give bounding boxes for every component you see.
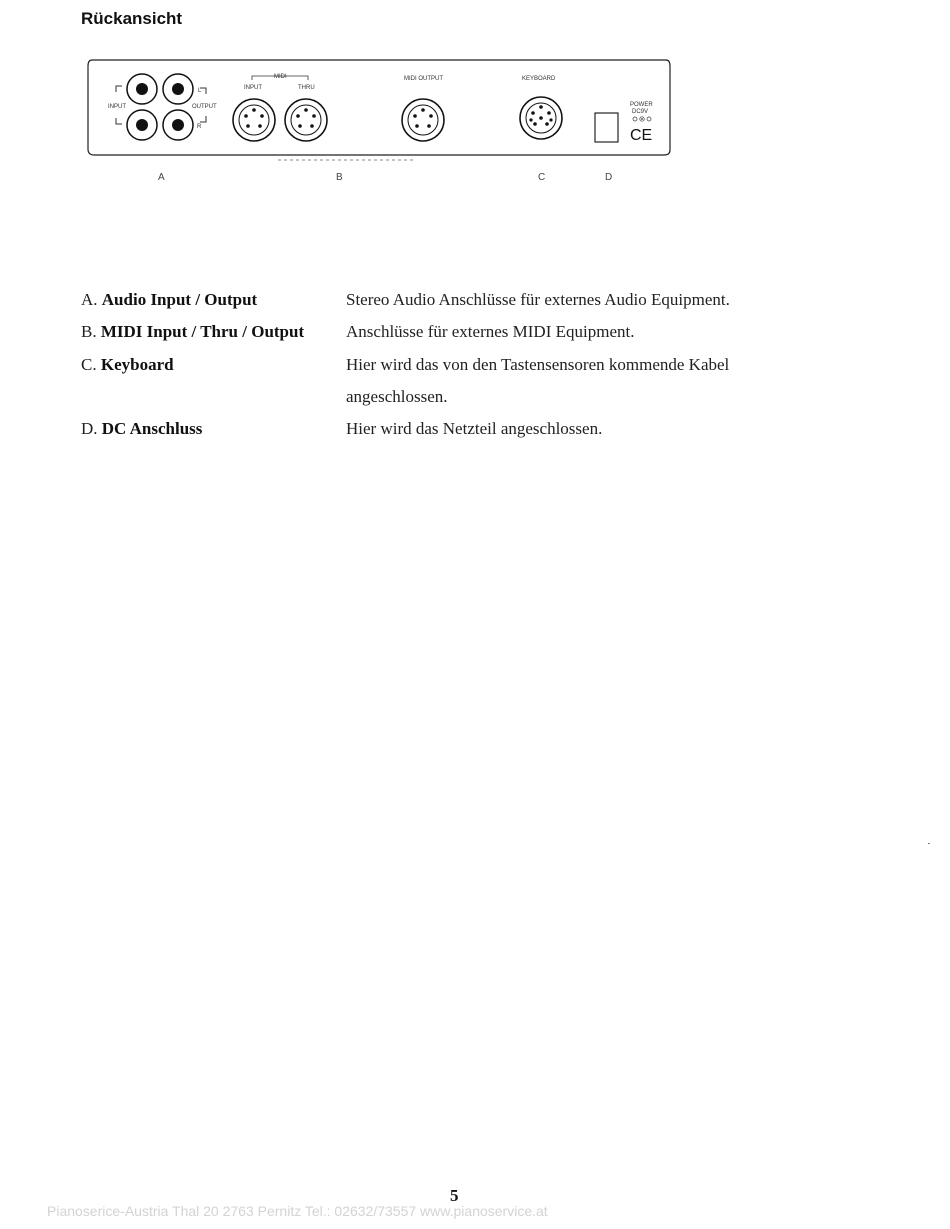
midi-connectors: [233, 74, 327, 141]
midi-input-label: INPUT: [244, 85, 262, 91]
dc-socket-icon: [595, 113, 618, 142]
keyboard-din-icon: [520, 97, 562, 139]
item-description: Hier wird das von den Tastensensoren kommende Kabel angeschlossen.: [346, 355, 730, 406]
connector-letter-c: C: [538, 172, 546, 183]
item-prefix: B.: [81, 322, 97, 341]
dc-power-connector: [595, 102, 653, 144]
list-item: [81, 349, 174, 381]
midi-thru-din-icon: [285, 99, 327, 141]
list-item: [81, 413, 202, 445]
item-description: Stereo Audio Anschlüsse für externes Audio Equipment.: [346, 290, 730, 309]
item-name: MIDI Input / Thru / Output: [100, 322, 305, 341]
power-label: POWER: [630, 102, 653, 108]
audio-output-label: OUTPUT: [192, 104, 217, 110]
page-number: 5: [450, 1186, 459, 1205]
polarity-icon: [633, 117, 651, 121]
audio-r-label: R: [197, 124, 202, 130]
connector-letter-d: D: [605, 172, 613, 183]
scan-artifact: [928, 843, 930, 844]
keyboard-connector: [520, 76, 562, 139]
list-item: [81, 284, 257, 316]
page-title: Rückansicht: [81, 9, 183, 28]
keyboard-label: KEYBOARD: [522, 76, 556, 82]
footer-watermark: Pianoserice-Austria Thal 20 2763 Pernitz Tel.: 02632/73557 www.pianoservice.at: [47, 1203, 548, 1219]
ce-mark: CE: [630, 127, 653, 144]
midi-label: MIDI: [274, 74, 287, 80]
midi-output-din-icon: [402, 99, 444, 141]
item-prefix: D.: [81, 419, 98, 438]
item-description: Anschlüsse für externes MIDI Equipment.: [346, 322, 635, 341]
audio-input-label: INPUT: [108, 104, 126, 110]
item-description: Hier wird das Netzteil angeschlossen.: [346, 419, 603, 438]
audio-jacks: [108, 74, 217, 140]
midi-thru-label: THRU: [298, 85, 315, 91]
list-item: [81, 316, 304, 348]
dc-voltage-label: DC9V: [632, 109, 649, 115]
audio-l-label: L: [198, 88, 202, 94]
item-prefix: C.: [81, 355, 97, 374]
midi-input-din-icon: [233, 99, 275, 141]
item-prefix: A.: [81, 290, 98, 309]
midi-output-label: MIDI OUTPUT: [404, 76, 443, 82]
rear-panel-diagram: [86, 56, 676, 166]
item-name: Audio Input / Output: [101, 290, 258, 309]
connector-letter-a: A: [158, 172, 165, 183]
midi-output-connector: [402, 76, 444, 141]
item-name: Keyboard: [100, 355, 174, 374]
item-name: DC Anschluss: [101, 419, 203, 438]
connector-letter-b: B: [336, 172, 343, 183]
